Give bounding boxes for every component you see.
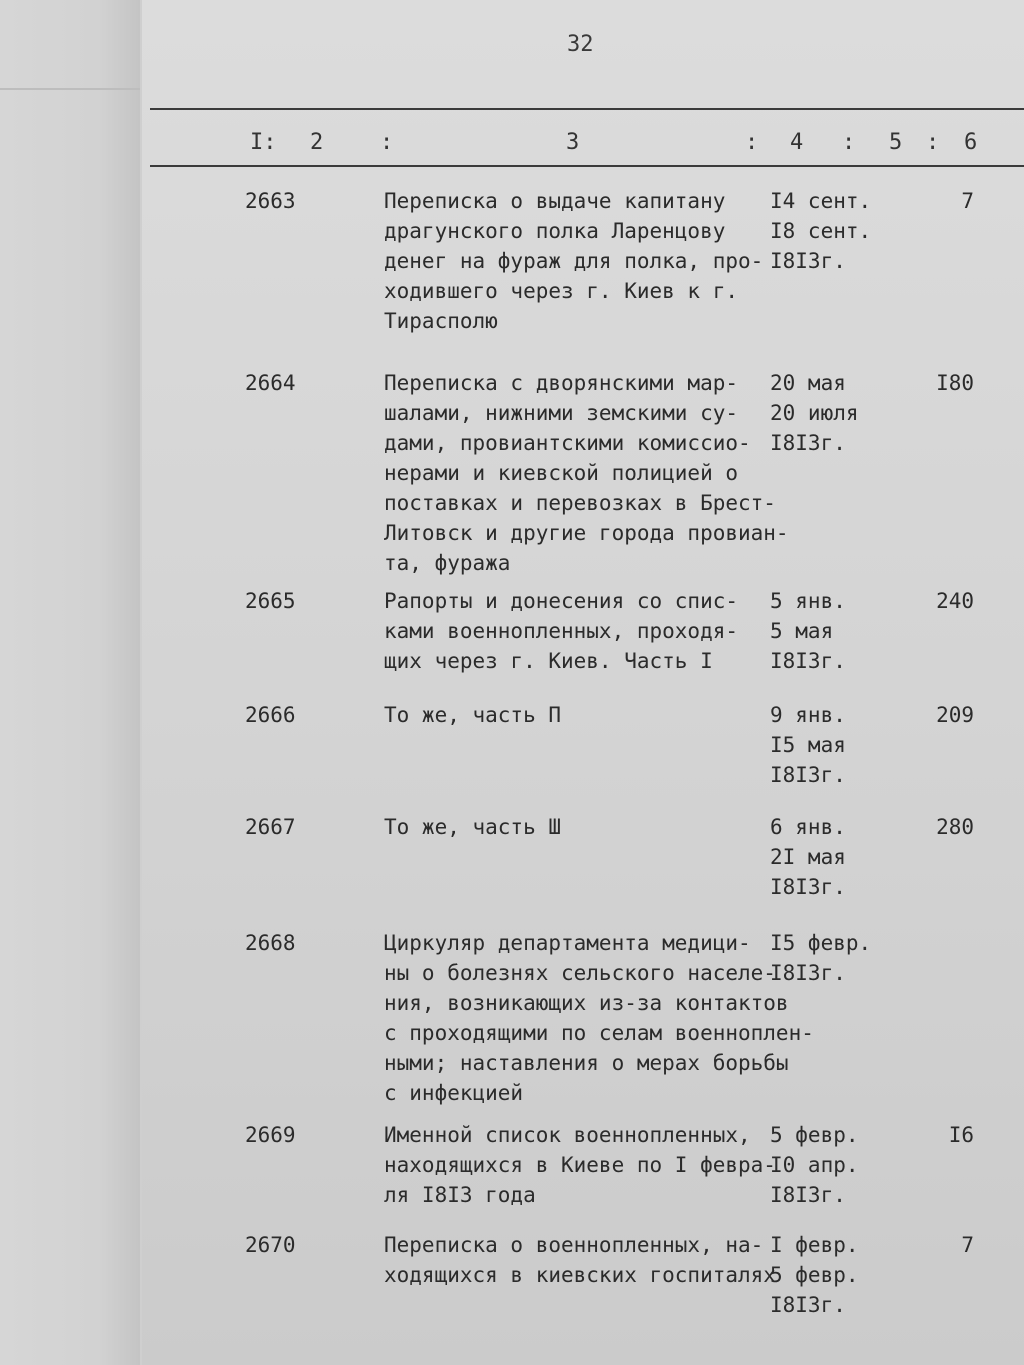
facing-page-edge [0, 0, 140, 1365]
item-title [384, 700, 774, 730]
document-page [142, 0, 1024, 1365]
title-line: шалами, нижними земскими су- [384, 401, 739, 425]
title-line: ными; наставления о мерах борьбы [384, 1051, 789, 1075]
date-line: I0 апр. [770, 1153, 859, 1177]
header-col-1: I: [250, 130, 277, 155]
item-dates [770, 586, 885, 676]
header-separator: : [842, 130, 856, 155]
item-number: 2668 [245, 931, 296, 955]
item-dates [770, 368, 885, 458]
header-col-5: 5 [889, 130, 903, 155]
date-line: 2I мая [770, 845, 846, 869]
item-number: 2669 [245, 1123, 296, 1147]
sheet-count: 280 [936, 815, 974, 839]
title-line: ходившего через г. Киев к г. [384, 279, 739, 303]
title-line: То же, часть П [384, 703, 562, 727]
header-separator: : [926, 130, 940, 155]
title-line: Литовск и другие города провиан- [384, 521, 789, 545]
date-line: 5 февр. [770, 1123, 859, 1147]
item-number: 2667 [245, 815, 296, 839]
item-dates [770, 1120, 885, 1210]
date-line: 5 янв. [770, 589, 846, 613]
title-line: поставках и перевозках в Брест- [384, 491, 776, 515]
item-title [384, 1120, 774, 1210]
date-line: I8I3г. [770, 875, 846, 899]
title-line: ками военнопленных, проходя- [384, 619, 739, 643]
title-line: Переписка о выдаче капитану [384, 189, 726, 213]
date-line: I5 февр. [770, 931, 872, 955]
header-col-3: 3 [566, 130, 580, 155]
item-number: 2664 [245, 371, 296, 395]
item-title [384, 586, 774, 676]
date-line: I4 сент. [770, 189, 872, 213]
title-line: Переписка о военнопленных, на- [384, 1233, 764, 1257]
item-number: 2670 [245, 1233, 296, 1257]
date-line: I8 сент. [770, 219, 872, 243]
date-line: I8I3г. [770, 431, 846, 455]
title-line: ходящихся в киевских госпиталях [384, 1263, 776, 1287]
sheet-count: I80 [936, 371, 974, 395]
title-line: ны о болезнях сельского населе- [384, 961, 776, 985]
title-line: щих через г. Киев. Часть I [384, 649, 713, 673]
header-rule-bottom [150, 165, 1024, 167]
item-number: 2665 [245, 589, 296, 613]
title-line: с инфекцией [384, 1081, 524, 1105]
item-dates [770, 812, 885, 902]
date-line: I8I3г. [770, 649, 846, 673]
title-line: Циркуляр департамента медици- [384, 931, 751, 955]
title-line: ния, возникающих из-за контактов [384, 991, 789, 1015]
item-dates [770, 928, 885, 988]
header-rule-top [150, 108, 1024, 110]
date-line: I8I3г. [770, 763, 846, 787]
date-line: I8I3г. [770, 1183, 846, 1207]
sheet-count: 7 [961, 1233, 974, 1257]
title-line: Рапорты и донесения со спис- [384, 589, 739, 613]
item-title [384, 368, 789, 578]
title-line: та, фуража [384, 551, 511, 575]
title-line: денег на фураж для полка, про- [384, 249, 764, 273]
sheet-count: 7 [961, 189, 974, 213]
header-separator: : [745, 130, 759, 155]
title-line: дами, провиантскими комиссио- [384, 431, 751, 455]
header-separator: : [380, 130, 394, 155]
date-line: I8I3г. [770, 1293, 846, 1317]
date-line: 5 февр. [770, 1263, 859, 1287]
item-title [384, 186, 774, 336]
page-number: 32 [567, 32, 594, 57]
header-col-4: 4 [790, 130, 804, 155]
title-line: нерами и киевской полицией о [384, 461, 739, 485]
item-number: 2663 [245, 189, 296, 213]
date-line: I5 мая [770, 733, 846, 757]
facing-page-rule [0, 88, 140, 90]
title-line: Именной список военнопленных, [384, 1123, 751, 1147]
date-line: 9 янв. [770, 703, 846, 727]
title-line: ля I8I3 года [384, 1183, 536, 1207]
title-line: Переписка с дворянскими мар- [384, 371, 739, 395]
title-line: с проходящими по селам военноплен- [384, 1021, 814, 1045]
item-dates [770, 186, 885, 276]
title-line: находящихся в Киеве по I февра- [384, 1153, 776, 1177]
item-title [384, 812, 774, 842]
sheet-count: 240 [936, 589, 974, 613]
header-col-6: 6 [964, 130, 978, 155]
sheet-count: 209 [936, 703, 974, 727]
date-line: 20 мая [770, 371, 846, 395]
sheet-count: I6 [948, 1123, 974, 1147]
item-title [384, 1230, 774, 1290]
title-line: драгунского полка Ларенцову [384, 219, 726, 243]
date-line: I8I3г. [770, 249, 846, 273]
title-line: То же, часть Ш [384, 815, 562, 839]
date-line: I8I3г. [770, 961, 846, 985]
item-dates [770, 700, 885, 790]
date-line: 5 мая [770, 619, 834, 643]
item-number: 2666 [245, 703, 296, 727]
header-col-2: 2 [310, 130, 324, 155]
date-line: 6 янв. [770, 815, 846, 839]
date-line: I февр. [770, 1233, 859, 1257]
title-line: Тирасполю [384, 309, 498, 333]
item-dates [770, 1230, 885, 1320]
date-line: 20 июля [770, 401, 859, 425]
